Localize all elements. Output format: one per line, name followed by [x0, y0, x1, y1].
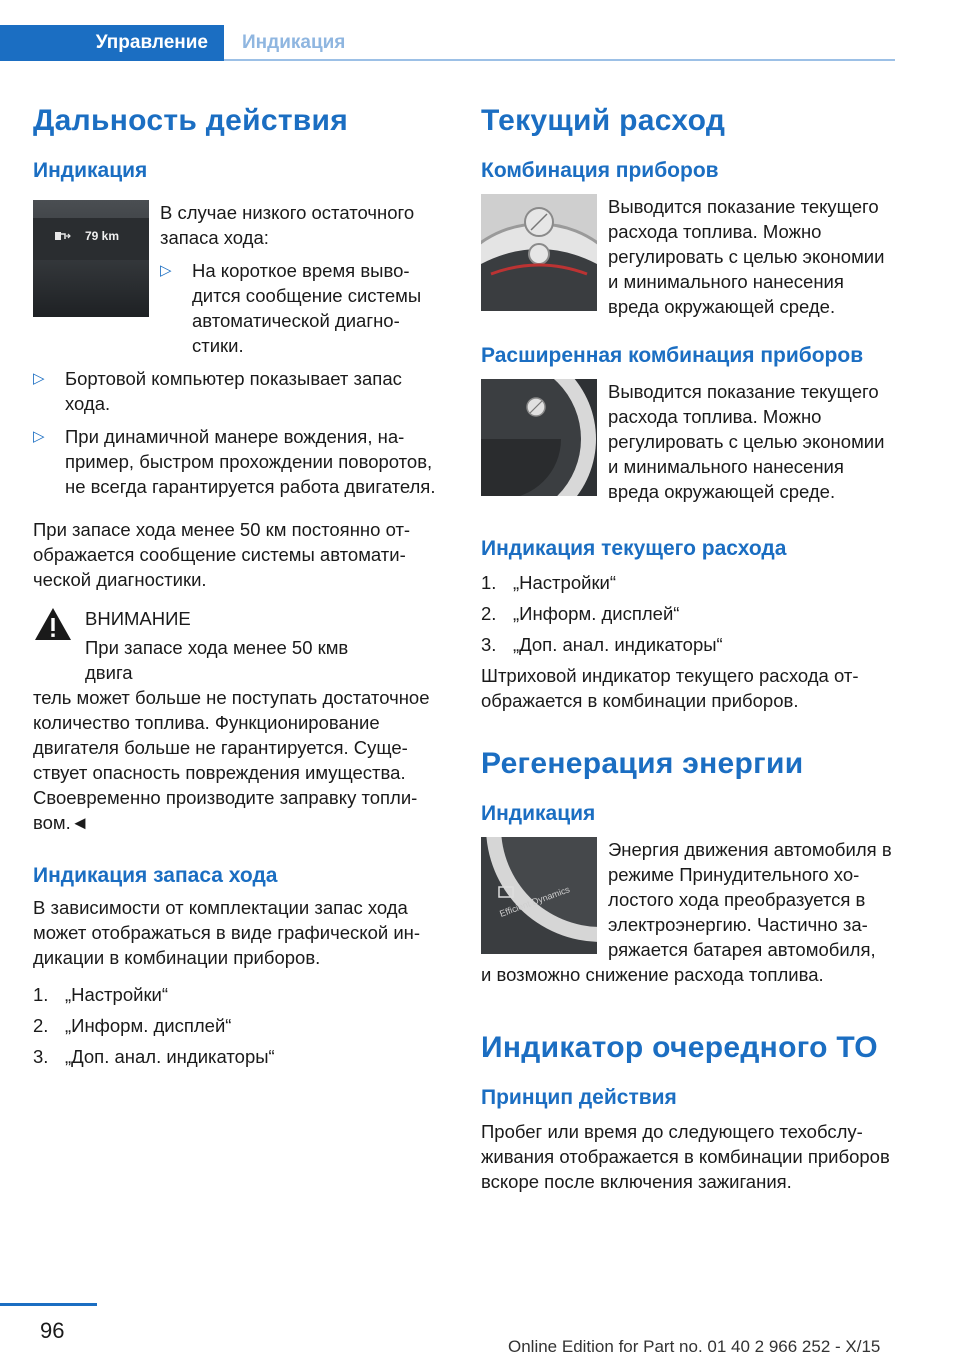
bullet-1: На короткое время выводится сообщение системы автоматической диагностики.: [192, 260, 422, 356]
warning-text: тель может больше не поступать достаточное количество топлива. Функционирование двигателя больше не гарантируется. Существует опасность повреждения имущества. Своевременно производите заправку топливом.◄: [33, 687, 430, 833]
subsection-extended-cluster: Расширенная комбинация приборов: [481, 344, 864, 367]
footer-divider: [0, 1303, 97, 1306]
list-item: „Доп. анал. индикаторы“: [513, 634, 723, 655]
list-item: „Доп. анал. индикаторы“: [65, 1046, 275, 1067]
warning-title: ВНИМАНИЕ: [85, 608, 191, 629]
bullet-3: При динамичной манере вождения, например, быстром прохождении поворотов, не всегда гарантируется работа двигателя.: [65, 426, 436, 497]
subsection-regen-display: Индикация: [481, 802, 596, 825]
header-tabs: [0, 25, 895, 63]
range-value: 79 km: [85, 229, 120, 243]
left-column: [33, 100, 443, 1069]
bar-indicator-paragraph: Штриховой индикатор текущего расхода отображается в комбинации приборов.: [481, 665, 859, 711]
extended-consumption-description: Выводится показание текущего расхода топлива. Можно регулировать с целью экономии и минимального нанесения вреда окружающей среде.: [608, 381, 885, 502]
tab-controls[interactable]: Управление: [0, 25, 224, 61]
range-indicator-paragraph: В зависимости от комплектации запас хода может отображаться в виде графической индикации в комбинации приборов.: [33, 897, 421, 968]
triangle-bullet-icon: ▷: [160, 262, 172, 279]
section-title-service: Индикатор очередного ТО: [481, 1031, 878, 1064]
instrument-cluster-image: [481, 194, 597, 311]
warning-triangle-icon: [33, 606, 73, 685]
list-item: „Информ. дисплей“: [513, 603, 680, 624]
subsection-instrument-cluster: Комбинация приборов: [481, 159, 719, 182]
list-item: „Информ. дисплей“: [65, 1015, 232, 1036]
regen-description-cont: и возможно снижение расхода топлива.: [481, 964, 824, 985]
extended-cluster-image: [481, 379, 597, 496]
list-item: „Настройки“: [513, 572, 617, 593]
subsection-current-consumption: Индикация текущего расхода: [481, 537, 787, 560]
right-column: [481, 100, 893, 1194]
left-menu-steps: 1. „Настройки“ 2. „Информ. дисплей“ 3. „Доп. анал. индикаторы“: [33, 984, 275, 1067]
triangle-bullet-icon: ▷: [33, 370, 45, 387]
section-title-range: Дальность действия: [33, 104, 349, 137]
subsection-range-indicator: Индикация запаса хода: [33, 864, 278, 887]
triangle-bullet-icon: ▷: [33, 428, 45, 445]
subsection-principle: Принцип действия: [481, 1086, 677, 1109]
header-divider: [224, 59, 895, 61]
page-number: 96: [40, 1318, 65, 1343]
range-intro: В случае низкого остаточного запаса хода:: [160, 202, 415, 248]
regen-description: Энергия движения автомобиля в режиме Принудительного холостого хода преобразуется в электроэнергию. Частично заряжается батарея автомобиля,: [608, 839, 892, 960]
tab-displays[interactable]: Индикация: [242, 32, 346, 53]
range-paragraph: При запасе хода менее 50 км постоянно отображается сообщение системы автоматической диагностики.: [33, 519, 411, 590]
subsection-display: Индикация: [33, 159, 148, 182]
right-menu-steps: 1. „Настройки“ 2. „Информ. дисплей“ 3. „Доп. анал. индикаторы“: [481, 572, 723, 655]
warning-text-line1: При запасе хода менее 50 кмв двига: [85, 637, 349, 683]
list-item: „Настройки“: [65, 984, 169, 1005]
bullet-2: Бортовой компьютер показывает запас хода.: [65, 368, 402, 414]
section-title-regeneration: Регенерация энергии: [481, 747, 804, 780]
efficient-dynamics-label: Efficient Dynamics: [498, 884, 572, 919]
consumption-description: Выводится показание текущего расхода топлива. Можно регулировать с целью экономии и минимального нанесения вреда окружающей среде.: [608, 196, 885, 317]
efficient-dynamics-image: [481, 837, 597, 954]
range-display-image: [33, 200, 149, 317]
service-paragraph: Пробег или время до следующего техобслуживания отображается в комбинации приборов вскоре после включения зажигания.: [481, 1121, 890, 1192]
watermark-text: Online Edition for Part no. 01 40 2 966 252 - X/15: [508, 1337, 881, 1356]
section-title-consumption: Текущий расход: [481, 104, 726, 137]
